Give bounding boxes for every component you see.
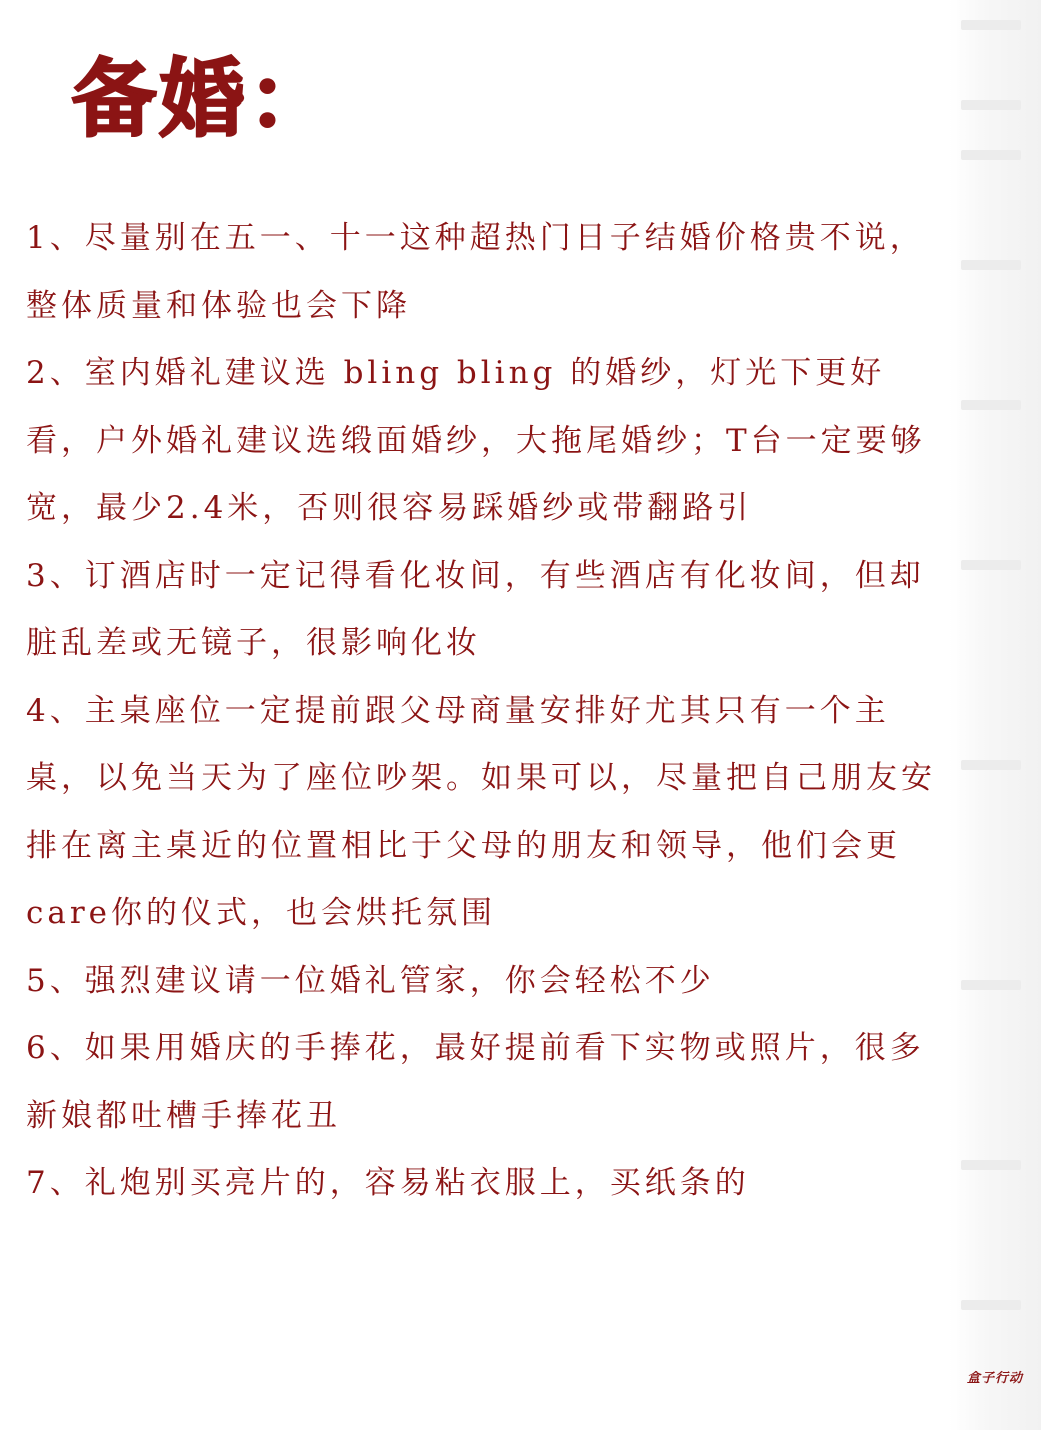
watermark-mark [961,260,1021,270]
tip-item: 7、礼炮别买亮片的，容易粘衣服上，买纸条的 [26,1165,750,1201]
side-watermark-strip [949,0,1041,1430]
watermark-mark [961,150,1021,160]
page-title: 备婚： [72,50,337,148]
watermark-mark [961,100,1021,110]
watermark-mark [961,760,1021,770]
tips-list [26,205,936,1218]
watermark-mark [961,1300,1021,1310]
tip-item: 4、主桌座位一定提前跟父母商量安排好尤其只有一个主桌，以免当天为了座位吵架。如果可以，尽量把自己朋友安排在离主桌近的位置相比于父母的朋友和领导，他们会更care你的仪式，也会烘托氛围 [26,692,936,931]
tip-item: 1、尽量别在五一、十一这种超热门日子结婚价格贵不说，整体质量和体验也会下降 [26,220,925,324]
tip-item: 3、订酒店时一定记得看化妆间，有些酒店有化妆间，但却脏乱差或无镜子，很影响化妆 [26,557,925,661]
watermark-mark [961,400,1021,410]
watermark-mark [961,980,1021,990]
tip-item: 5、强烈建议请一位婚礼管家，你会轻松不少 [26,962,715,999]
watermark-mark [961,1160,1021,1170]
tip-item: 2、室内婚礼建议选 bling bling 的婚纱，灯光下更好看，户外婚礼建议选缎面婚纱，大拖尾婚纱；T台一定要够宽，最少2.4米，否则很容易踩婚纱或带翻路引 [26,355,926,526]
footer-logo: 盒子行动 [966,1371,1023,1386]
watermark-mark [961,20,1021,30]
watermark-mark [961,560,1021,570]
tip-item: 6、如果用婚庆的手捧花，最好提前看下实物或照片，很多新娘都吐槽手捧花丑 [26,1030,925,1134]
